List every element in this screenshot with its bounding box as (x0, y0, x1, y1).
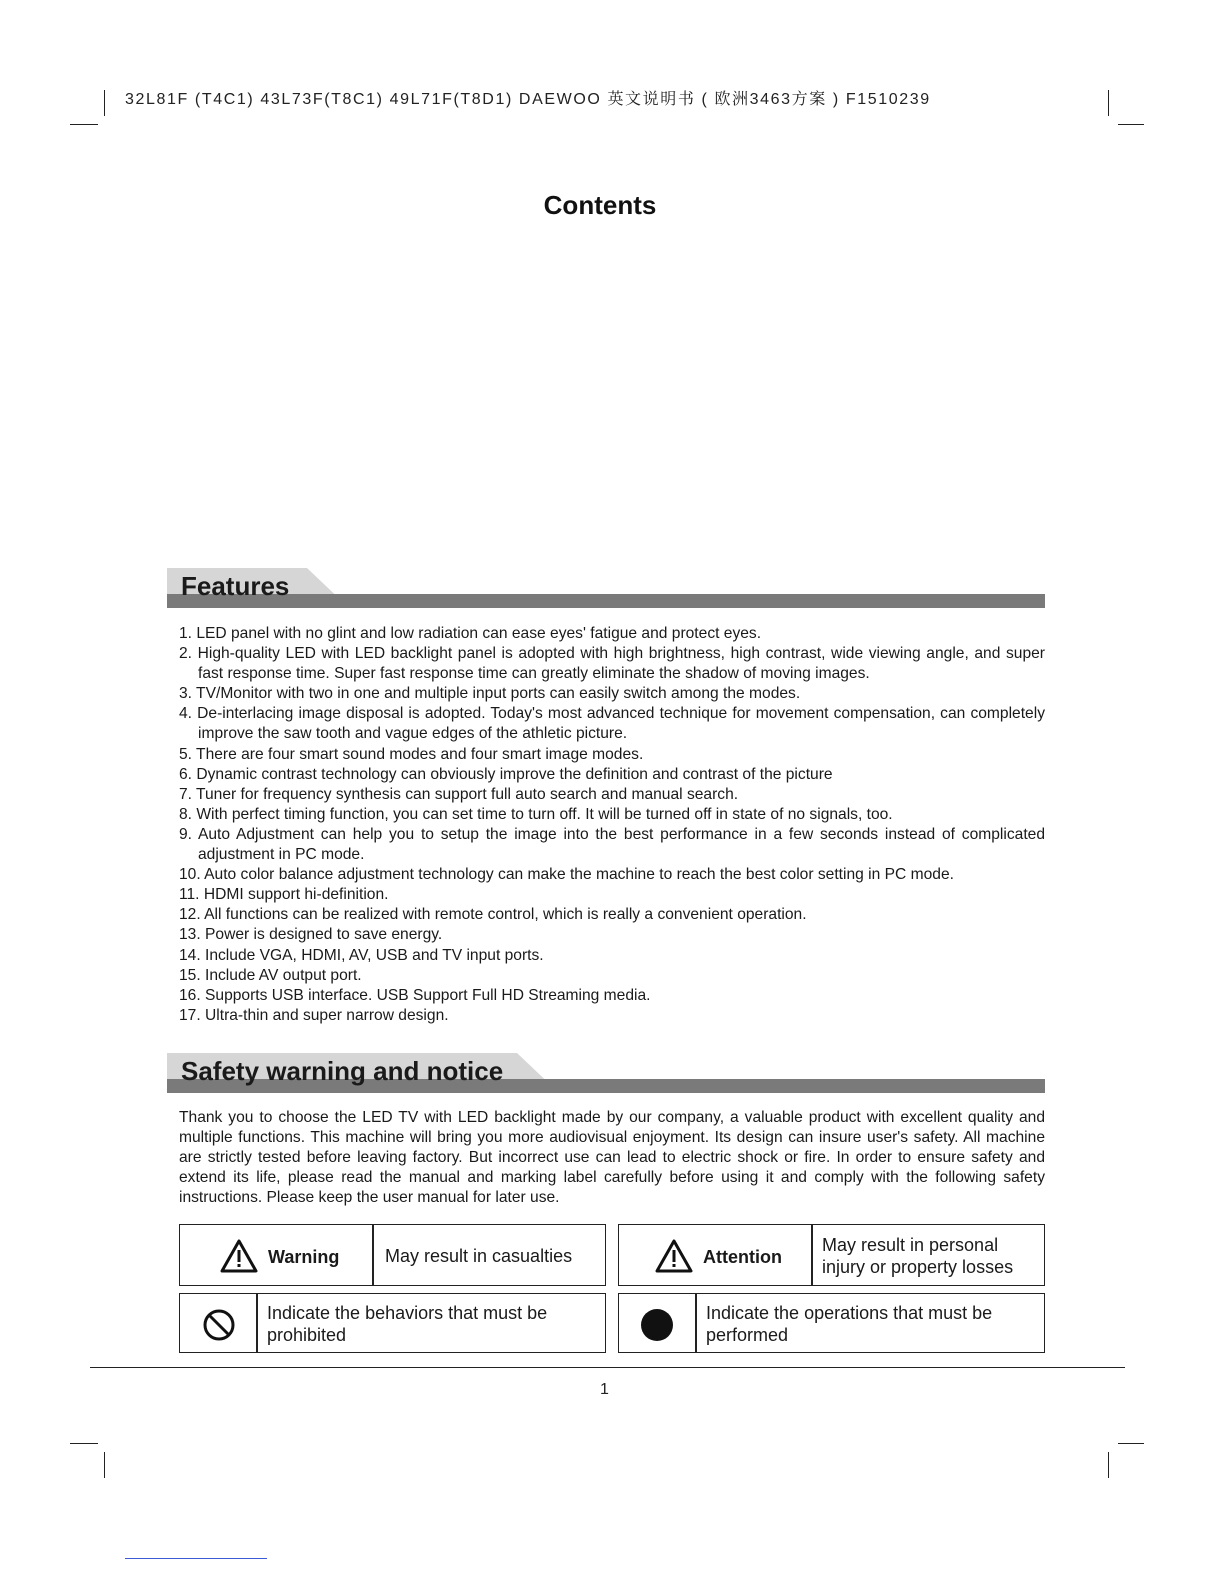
safety-intro-paragraph: Thank you to choose the LED TV with LED backlight made by our company, a valuable product with excellent quality and multiple functions. This machine will bring you more audiovisual enjoyment. Its design can insure user's safety. All machine are strictly tested before leaving factory. But incorrect use can lead to electric shock or fire. In order to ensure safety and extend its life, please read the manual and marking label carefully before using it and comply with the following safety instructions. Please keep the user manual for later use. (179, 1109, 1045, 1207)
crop-mark (1118, 124, 1144, 125)
attention-description: May result in personal injury or property losses (822, 1235, 1014, 1277)
list-item: 6. Dynamic contrast technology can obviously improve the definition and contrast of the picture (179, 765, 833, 783)
features-section-header (167, 568, 1045, 608)
crop-mark (104, 90, 105, 116)
list-item: 4. De-interlacing image disposal is adopted. Today's most advanced technique for movement compensation, can completely improve the saw tooth and vague edges of the athletic picture. (179, 705, 1045, 743)
list-item: 5. There are four smart sound modes and four smart image modes. (179, 745, 644, 763)
attention-label: Attention (703, 1247, 782, 1267)
list-item: 11. HDMI support hi-definition. (179, 886, 389, 904)
document-header: 32L81F (T4C1) 43L73F(T8C1) 49L71F(T8D1) DAEWOO 英文说明书 ( 欧洲3463方案 ) F1510239 (125, 91, 931, 108)
list-item: 7. Tuner for frequency synthesis can support full auto search and manual search. (179, 785, 739, 803)
page-title: Contents (543, 190, 657, 220)
list-item: 2. High-quality LED with LED backlight panel is adopted with high brightness, high contrast, wide viewing angle, and super fast response time. Super fast response time can greatly eliminate the shadow of moving images. (179, 645, 1045, 683)
list-item: 14. Include VGA, HDMI, AV, USB and TV input ports. (179, 946, 544, 964)
list-item: 8. With perfect timing function, you can set time to turn off. It will be turned off in state of no signals, too. (179, 805, 893, 823)
features-heading: Features (181, 571, 290, 601)
list-item: 17. Ultra-thin and super narrow design. (179, 1006, 449, 1024)
prohibited-circle-icon (202, 1308, 236, 1342)
page-number: 1 (600, 1381, 609, 1398)
list-item: 9. Auto Adjustment can help you to setup the image into the best performance in a few seconds instead of complicated adjustment in PC mode. (179, 825, 1045, 864)
list-item: 12. All functions can be realized with remote control, which is really a convenient operation. (179, 906, 807, 924)
features-list (179, 624, 1045, 1026)
attention-triangle-icon (655, 1239, 693, 1273)
safety-heading: Safety warning and notice (181, 1056, 504, 1086)
performed-description: Indicate the operations that must be performed (706, 1303, 993, 1345)
list-item: 15. Include AV output port. (179, 966, 362, 984)
crop-mark (70, 1443, 98, 1444)
filled-circle-icon (640, 1308, 674, 1342)
crop-mark (1118, 1443, 1144, 1444)
crop-mark (104, 1452, 105, 1478)
list-item: 3. TV/Monitor with two in one and multiple input ports can easily switch among the modes. (179, 685, 801, 703)
safety-section-header (167, 1053, 1045, 1093)
list-item: 16. Supports USB interface. USB Support Full HD Streaming media. (179, 986, 651, 1004)
crop-mark (1108, 1452, 1109, 1478)
crop-mark (70, 124, 98, 125)
footer-divider (90, 1367, 1125, 1368)
list-item: 13. Power is designed to save energy. (179, 926, 443, 944)
warning-description: May result in casualties (385, 1246, 573, 1266)
warning-label: Warning (268, 1247, 340, 1267)
list-item: 1. LED panel with no glint and low radiation can ease eyes' fatigue and protect eyes. (179, 625, 762, 642)
prohibited-description: Indicate the behaviors that must be prohibited (267, 1303, 548, 1345)
attention-legend (618, 1224, 1045, 1286)
decorative-line (125, 1558, 267, 1559)
crop-mark (1108, 90, 1109, 116)
performed-legend (618, 1293, 1045, 1353)
list-item: 10. Auto color balance adjustment technology can make the machine to reach the best color setting in PC mode. (179, 866, 954, 884)
warning-triangle-icon (220, 1239, 258, 1273)
warning-legend (179, 1224, 606, 1286)
prohibited-legend (179, 1293, 606, 1353)
